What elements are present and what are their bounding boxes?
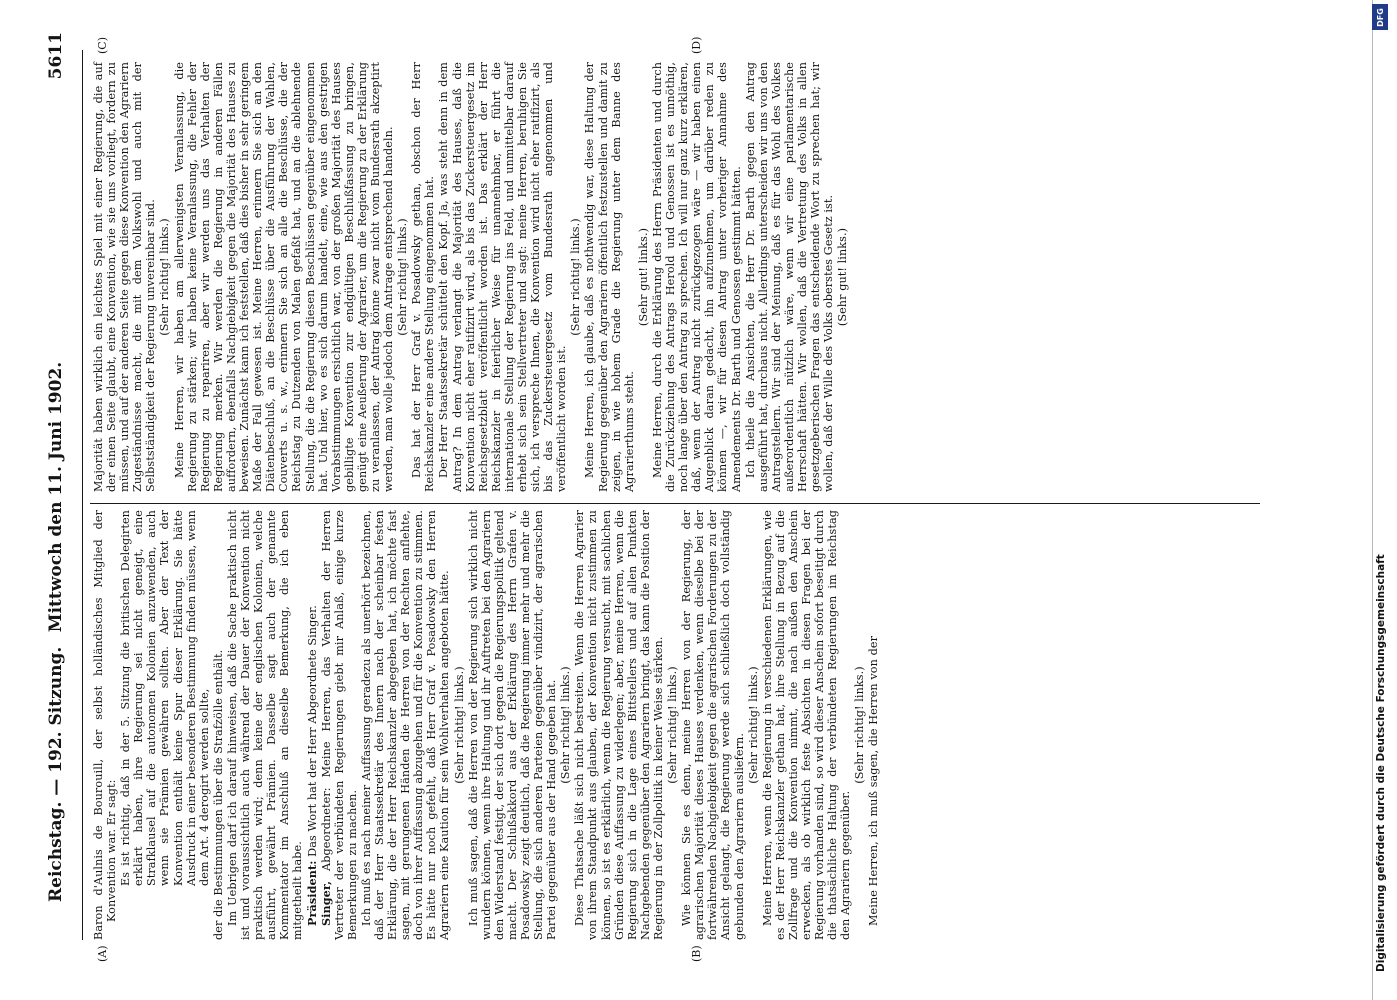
- paragraph-text: Ich muß es nach meiner Auffassung geradezu als unerhört bezeichnen, daß der Herr Staatssekretär des Innern nach der scheinbar festen Erklärung, die der Herr Reichskanzler abgegeben hat, ich möchte fast sagen, mit gerungenen Händen die Herren von der Rechten anflehte, doch von ihrer Auffassung abzugehen und für die Konvention zu stimmen. Es hätte nur noch gefehlt, daß Herr Graf v. Posadowsky den Herren Agrariern eine Kaution für sein Wohlverhalten angeboten hätte.: [359, 510, 452, 940]
- speaker-name: Singer,: [318, 880, 333, 926]
- paragraph: [573, 510, 665, 940]
- paragraph: [583, 62, 635, 492]
- paragraph: [360, 510, 452, 940]
- paragraph-text: Abgeordneter: Meine Herren, das Verhalten der Herren Vertreter der verbündeten Regierungen giebt mir Anlaß, einige kurze Bemerkungen zu machen.: [319, 510, 359, 940]
- header-rule: [82, 50, 83, 940]
- paragraph-text: Im Uebrigen darf ich darauf hinweisen, daß die Sache praktisch nicht ist und voraussichtlich auch während der Dauer der Konvention nicht praktisch werden wird; denn keine der englischen Kolonien, welche ausführt, gewährt Prämien. Dasselbe sagt auch der genannte Kommentator im Anschluß an dieselbe Bemerkung, die ich eben mitgetheilt habe.: [225, 510, 305, 940]
- paragraph: [226, 510, 305, 940]
- paragraph: [467, 510, 559, 940]
- paragraph: [92, 62, 157, 492]
- dfg-logo-text: DFG: [1375, 7, 1385, 27]
- paragraph: [569, 62, 582, 492]
- paragraph-text: (Sehr gut! links.): [636, 227, 650, 327]
- paragraph-text: (Sehr richtig! links.): [853, 666, 867, 784]
- paragraph-text: Ich theile die Ansichten, die Herr Dr. Barth gegen den Antrag ausgeführt hat, durchaus nicht. Allerdings unterscheiden wir uns von den Antragstellern. Wir sind der Meinung, daß es für das Wohl des Volkes außerordentlich nützlich wäre, wenn wir eine parlamentarische Herrschaft hätten. Wir wollen, daß die Vertretung des Volks in allen gesetzgeberischen Fragen das entscheidende Wort zu sprechen hat; wir wollen, daß der Wille des Volks oberstes Gesetz ist.: [743, 62, 836, 492]
- paragraph-text: (Sehr richtig! links.): [396, 218, 410, 336]
- dfg-logo: [1372, 4, 1388, 30]
- paragraph: [747, 510, 760, 940]
- paragraph-text: Das hat der Herr Graf v. Posadowsky gethan, obschon der Herr Reichskanzler eine andere Stellung eingenommen hat.: [410, 62, 437, 492]
- page-header: [42, 22, 72, 972]
- paragraph-text: Majorität haben wirklich ein leichtes Spiel mit einer Regierung, die auf der einen Seite glaubt, eine Konvention, wie sie uns vorliegt, fordern zu müssen, und auf der anderen Seite gegen diese Konvention den Agrariern Zugeständnisse macht, die mit dem Volkswohl und auch mit der Selbstständigkeit der Regierung unvereinbar sind.: [92, 62, 158, 492]
- paragraph-text: (Sehr richtig! links.): [452, 666, 466, 784]
- paragraph-text: (Sehr richtig! links.): [559, 666, 573, 784]
- paragraph-text: Es ist richtig, daß in der 5. Sitzung die britischen Delegirten erklärt haben, ihre Regierung sei nicht geneigt, eine Strafklausel auf die autonomen Kolonien anzuwenden, auch wenn sie Prämien gewähren sollten. Aber der Text der Konvention enthält keine Spur dieser Erklärung. Sie hätte Ausdruck in einer besonderen Bestimmung finden müssen, wenn dem Art. 4 derogirt werden sollte,: [119, 510, 211, 886]
- paragraph-text: (Sehr richtig! links.): [746, 666, 760, 784]
- paragraph: [559, 510, 572, 940]
- paragraph-text: Diese Thatsache läßt sich nicht bestreiten. Wenn die Herren Agrarier von ihrem Standpunkt aus glauben, der Konvention nicht zustimmen zu können, so ist es erklärlich, wenn die Regierung versucht, mit sachlichen Gründen diese Auffassung zu widerlegen; aber, meine Herren, wenn die Regierung sich in die Lage eines Bittstellers und auf allen Punkten Nachgebenden gegenüber den Agrariern bringt, das kann die Position der Regierung in der Zollpolitik in keiner Weise stärken.: [573, 510, 665, 940]
- paragraph-text: (Sehr richtig! links.): [666, 666, 680, 784]
- paragraph-text: Der Herr Staatssekretär schüttelt den Kopf. Ja, was steht denn in dem Antrag? In dem Antrag verlangt die Majorität des Hauses, daß die Konvention nicht eher ratifizirt wird, als bis das Zuckersteuergesetz im Reichsgesetzblatt veröffentlicht worden ist. Das erklärt der Herr Reichskanzler in feierlicher Weise für unannehmbar, er führt die internationale Stellung der Regierung ins Feld, und unmittelbar darauf erhebt sich sein Stellvertreter und sagt: meine Herren, beruhigen Sie sich, ich verspreche Ihnen, die Konvention wird nicht eher ratifizirt, als bis das Zuckersteuergesetz vom Bundesrath angenommen und veröffentlicht worden ist.: [437, 62, 569, 492]
- paragraph: [410, 62, 436, 492]
- marker-d: (D): [690, 36, 703, 54]
- paragraph: [306, 510, 319, 940]
- marker-c: (C): [96, 37, 109, 54]
- paragraph: [853, 510, 866, 940]
- paragraph: [437, 62, 568, 492]
- paragraph: [92, 510, 118, 940]
- header-date: Mittwoch den 11. Juni 1902.: [46, 361, 66, 633]
- paragraph: [680, 510, 745, 940]
- column-divider: [90, 503, 1260, 504]
- paragraph: [453, 510, 466, 940]
- paragraph-text: Meine Herren, wenn die Regierung in verschiedenen Erklärungen, wie es der Herr Reichskanzler gethan hat, ihre Stellung in Bezug auf die Zollfrage und die Konvention nimmt, die nach außen den Anschein erwecken, als ob wirklich feste Absichten in diesen Fragen bei der Regierung vorhanden sind, so wird dieser Anschein sofort beseitigt durch die thatsächliche Haltung der verbündeten Regierungen im Reichstag den Agrariern gegenüber.: [760, 510, 853, 940]
- paragraph: [836, 62, 849, 492]
- paragraph: [158, 62, 171, 492]
- paragraph: [173, 62, 396, 492]
- paragraph-text: Baron d'Aulnis de Bourouill, der selbst holländisches Mitglied der Konvention war. Er sagt:: [92, 510, 119, 940]
- paragraph-text: Meine Herren, durch die Erklärung des Herrn Präsidenten und durch die Zurückziehung des Antrags Herold und Genossen ist es unnöthig, noch lange über den Antrag zu sprechen. Ich will nur ganz kurz erklären, daß, wenn der Antrag nicht zurückgezogen wäre — wir haben einen Augenblick daran gedacht, ihn aufzunehmen, um darüber reden zu können —, wir für diesen Antrag unter vorheriger Annahme des Amendements Dr. Barth und Genossen gestimmt hätten.: [650, 62, 743, 492]
- marker-b: (B): [690, 945, 703, 962]
- paragraph: [637, 62, 650, 492]
- paragraph-text: (Sehr gut! links.): [836, 227, 850, 327]
- paragraph-text: Meine Herren, ich muß sagen, die Herren von der: [867, 635, 881, 926]
- paragraph: [666, 510, 679, 940]
- paragraph: [320, 510, 359, 940]
- digitization-note: [1372, 0, 1393, 1000]
- paragraph: [396, 62, 409, 492]
- paragraph-text: der die Bestimmungen über die Strafzölle enthält.: [211, 649, 225, 940]
- digitization-note-text: Digitalisierung gefördert durch die Deutsche Forschungsgemeinschaft: [1375, 554, 1387, 972]
- paragraph-text: Ich muß sagen, daß die Herren von der Regierung sich wirklich nicht wundern können, wenn ihre Haltung und ihr Auftreten bei den Agrariern den Widerstand festigt, der sich dort gegen die Regierungspolitik geltend macht. Der Schlußakkord aus der Erklärung des Herrn Grafen v. Posadowsky zeigt deutlich, daß die Regierung immer mehr und mehr die Stellung, die sich anderen Parteien gegenüber vindizirt, der agrarischen Partei gegenüber aus der Hand gegeben hat.: [466, 510, 559, 940]
- paragraph: [867, 510, 880, 940]
- paragraph: [651, 62, 743, 492]
- page-number: 5611: [46, 32, 66, 80]
- speaker-name: Präsident:: [304, 860, 319, 926]
- paragraph: [212, 510, 225, 940]
- paragraph: [761, 510, 853, 940]
- paragraph: [744, 62, 836, 492]
- header-session: Reichstag. — 192. Sitzung.: [46, 646, 66, 902]
- marker-a: (A): [96, 945, 109, 962]
- paragraph-text: (Sehr richtig! links.): [158, 218, 172, 336]
- paragraph-text: (Sehr richtig! links.): [569, 218, 583, 336]
- paragraph: [119, 510, 211, 940]
- paragraph-text: Wie können Sie es denn, meine Herren von der Regierung, der agrarischen Majorität dieses Hauses verdenken, wenn dieselbe bei der fortwährenden Nachgiebigkeit gegen die agrarischen Forderungen zu der Ansicht gelangt, die Regierung werde sich schließlich doch vollständig gebunden den Agrariern ausliefern.: [680, 510, 746, 940]
- right-column: [92, 62, 850, 492]
- paragraph-text: Meine Herren, ich glaube, daß es nothwendig war, diese Haltung der Regierung gegenüber den Agrariern öffentlich festzustellen und damit zu zeigen, in wie hohem Grade die Regierung unter dem Banne des Agrarierthums steht.: [583, 62, 636, 492]
- left-column: [92, 510, 882, 940]
- paragraph-text: Meine Herren, wir haben am allerwenigsten Veranlassung, die Regierung zu stärken; wir haben keine Veranlassung, die Fehler der Regierung zu repariren, aber wir werden uns das Verhalten der Regierung merken. Wir werden die Regierung in anderen Fällen auffordern, ebenfalls Nachgiebigkeit gegen die Majorität des Hauses zu beweisen. Zunächst kann ich feststellen, daß dies bisher in sehr geringem Maße der Fall gewesen ist. Meine Herren, erinnern Sie sich an den Diätenbeschluß, an die Beschlüsse über die Ausführung der Wahlen, Couverts u. s. w., erinnern Sie sich an alle die Beschlüsse, die der Reichstag zu Dutzenden von Malen gefaßt hat, und an die ablehnende Stellung, die die Regierung diesen Beschlüssen gegenüber eingenommen hat. Und hier, wo es sich darum handelt, eine, wie aus den gestrigen Vorabstimmungen ersichtlich war, von der großen Majorität des Hauses gebilligte Konvention zur endgültigen Beschlußfassung zu bringen, genügt eine Aeußerung der Agrarier, um die Regierung zu der Erklärung zu veranlassen, der Antrag könne zwar nicht vom Bundesrath akzeptirt werden, man wolle jedoch dem Antrage entsprechend handeln.: [172, 62, 396, 492]
- paragraph-text: Das Wort hat der Herr Abgeordnete Singer.: [305, 605, 319, 861]
